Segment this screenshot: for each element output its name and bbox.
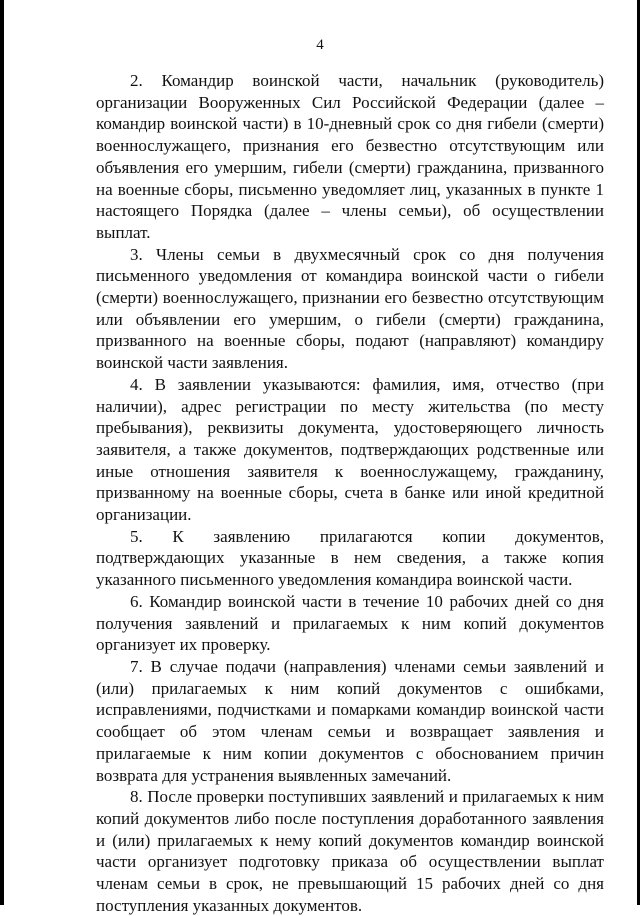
paragraph-8: 8. После проверки поступивших заявлений и прилагаемых к ним копий документов либо после поступления доработанного заявления и (или) прилагаемых к нему копий документов командир воинской части организует подготовку приказа об осуществлении выплат членам семьи в срок, не превышающий 15 рабочих дней со дня поступления указанных документов. [96,787,604,915]
scan-left-border [0,0,4,905]
paragraph-2: 2. Командир воинской части, начальник (руководитель) организации Вооруженных Сил Российской Федерации (далее – командир воинской части) в 10-дневный срок со дня гибели (смерти) военнослужащего, признания его безвестно отсутствующим или объявления его умершим, гибели (смерти) гражданина, призванного на военные сборы, письменно уведомляет лиц, указанных в пункте 1 настоящего Порядка (далее – члены семьи), об осуществлении выплат. [96,71,604,242]
page-number: 4 [316,37,324,53]
paragraph-7: 7. В случае подачи (направления) членами семьи заявлений и (или) прилагаемых к ним копий документов с ошибками, исправлениями, подчистками и помарками командир воинской части сообщает об этом членам семьи и возвращает заявления и прилагаемые к ним копии документов с обоснованием причин возврата для устранения выявленных замечаний. [96,656,604,785]
paragraph-5: 5. К заявлению прилагаются копии документов, подтверждающих указанные в нем сведения, а также копия указанного письменного уведомления командира воинской части. [96,526,604,590]
paragraph-4: 4. В заявлении указываются: фамилия, имя, отчество (при наличии), адрес регистрации по месту жительства (по месту пребывания), реквизиты документа, удостоверяющего личность заявителя, а также документов, подтверждающих родственные или иные отношения заявителя к военнослужащему, гражданину, призванному на военные сборы, счета в банке или иной кредитной организации. [96,374,604,525]
document-body [96,70,604,916]
paragraph-3: 3. Члены семьи в двухмесячный срок со дня получения письменного уведомления от командира воинской части о гибели (смерти) военнослужащего, признании его безвестно отсутствующим или объявлении его умершим, о гибели (смерти) гражданина, призванного на военные сборы, подают (направляют) командиру воинской части заявления. [96,244,604,373]
paragraph-6: 6. Командир воинской части в течение 10 рабочих дней со дня получения заявлений и прилагаемых к ним копий документов организует их проверку. [96,591,604,655]
